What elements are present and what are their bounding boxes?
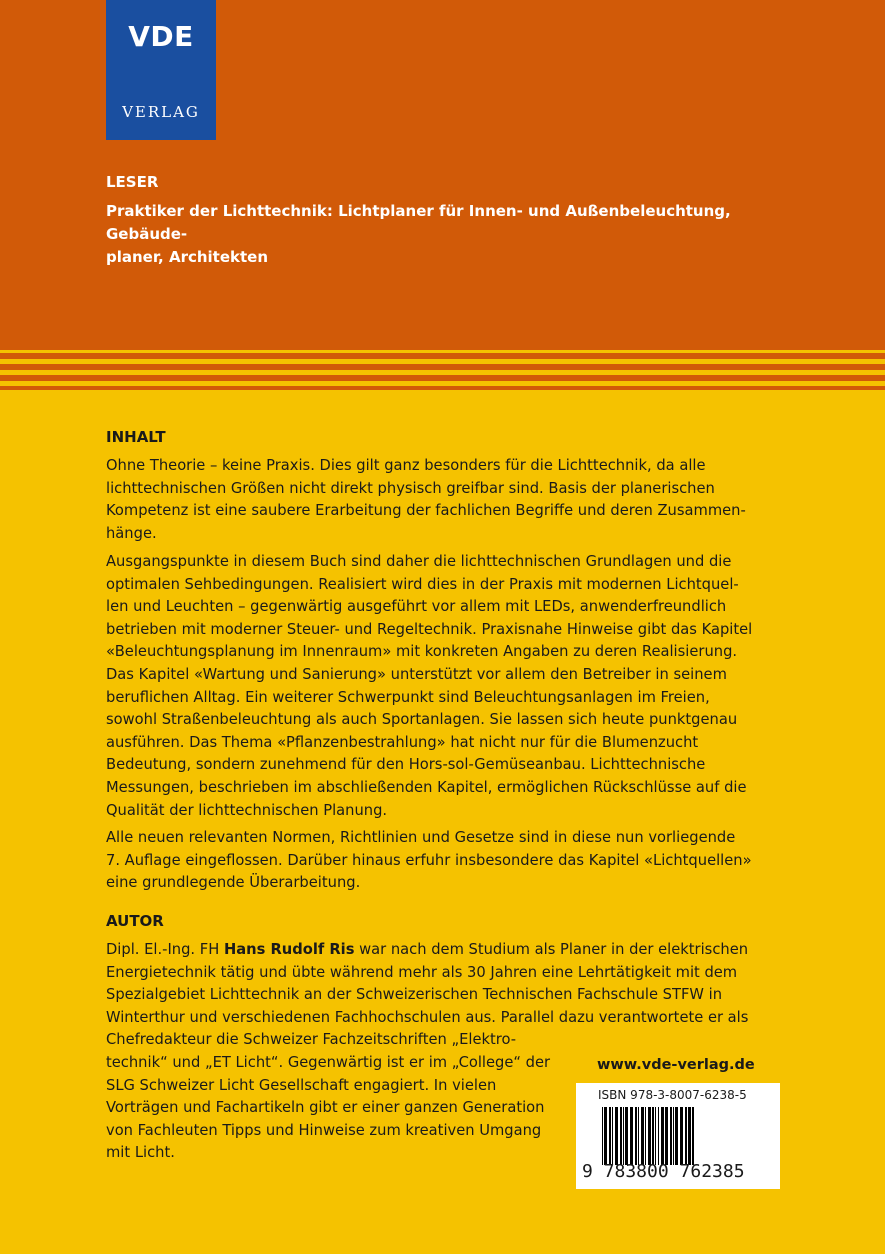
barcode-bar — [670, 1107, 672, 1165]
author-name: Hans Rudolf Ris — [223, 941, 355, 958]
text-line: beruflichen Alltag. Ein weiterer Schwerpunkt sind Beleuchtungsanlagen im Freien, — [106, 688, 710, 706]
text-line: betrieben mit moderner Steuer- und Regeltechnik. Praxisnahe Hinweise gibt das Kapitel — [106, 620, 753, 638]
barcode-bar — [675, 1107, 678, 1165]
barcode-bar — [625, 1107, 628, 1165]
autor-heading: AUTOR — [106, 912, 164, 930]
text-line: Messungen, beschrieben im abschließenden Kapitel, ermöglichen Rückschlüsse auf die — [106, 778, 747, 796]
logo-sub: VERLAG — [122, 103, 200, 121]
isbn-label: ISBN 978-3-8007-6238-5 — [598, 1088, 747, 1102]
leser-heading: LESER — [106, 173, 159, 191]
text-line: ausführen. Das Thema «Pflanzenbestrahlung» hat nicht nur für die Blumenzucht — [106, 733, 699, 751]
leser-line: planer, Architekten — [106, 248, 269, 266]
autor-prefix: Dipl. El.-Ing. FH — [106, 941, 224, 958]
barcode-bar — [658, 1107, 659, 1165]
barcode-bar — [661, 1107, 664, 1165]
website-url[interactable]: www.vde-verlag.de — [597, 1057, 755, 1073]
barcode-bar — [635, 1107, 637, 1165]
text-line: optimalen Sehbedingungen. Realisiert wird dies in der Praxis mit modernen Lichtquel- — [106, 575, 739, 593]
text-line: Das Kapitel «Wartung und Sanierung» unterstützt vor allem den Betreiber in seinem — [106, 665, 727, 683]
vde-verlag-logo — [106, 0, 216, 140]
isbn-barcode-box — [576, 1083, 780, 1189]
barcode-bar — [638, 1107, 639, 1165]
isbn-digits: 9 783800 762385 — [582, 1161, 745, 1182]
text-line: eine grundlegende Überarbeitung. — [106, 874, 361, 892]
text-line: lichttechnischen Größen nicht direkt physisch greifbar sind. Basis der planerischen — [106, 479, 715, 497]
stripe — [0, 375, 885, 381]
leser-text — [106, 200, 786, 269]
inhalt-paragraph-3 — [106, 827, 784, 895]
barcode-bar — [652, 1107, 654, 1165]
text-line: Kompetenz ist eine saubere Erarbeitung der fachlichen Begriffe und deren Zusammen- — [106, 502, 746, 520]
barcode-bar — [615, 1107, 618, 1165]
text-line: 7. Auflage eingeflossen. Darüber hinaus erfuhr insbesondere das Kapitel «Lichtquellen» — [106, 851, 752, 869]
barcode-icon — [602, 1107, 754, 1165]
inhalt-heading: INHALT — [106, 428, 166, 446]
text-line: Alle neuen relevanten Normen, Richtlinien und Gesetze sind in diese nun vorliegende — [106, 829, 736, 846]
barcode-bar — [620, 1107, 622, 1165]
autor-narrow-lines — [106, 1052, 566, 1165]
barcode-bar — [641, 1107, 644, 1165]
text-line: «Beleuchtungsplanung im Innenraum» mit konkreten Angaben zu deren Realisierung. — [106, 643, 738, 661]
text-line: Ohne Theorie – keine Praxis. Dies gilt ganz besonders für die Lichttechnik, da alle — [106, 457, 706, 474]
barcode-bar — [612, 1107, 613, 1165]
logo-brand: VDE — [128, 20, 194, 53]
barcode-bar — [673, 1107, 674, 1165]
barcode-bar — [630, 1107, 633, 1165]
barcode-bar — [688, 1107, 691, 1165]
inhalt-paragraph-2 — [106, 551, 784, 822]
text-line: Spezialgebiet Lichttechnik an der Schweizerischen Technischen Fachschule STFW in — [106, 986, 722, 1004]
autor-lines — [106, 962, 784, 1052]
barcode-bar — [609, 1107, 611, 1165]
text-line: Chefredakteur die Schweizer Fachzeitschriften „Elektro- — [106, 1031, 517, 1049]
stripe — [0, 386, 885, 390]
barcode-bar — [604, 1107, 607, 1165]
text-line: Ausgangspunkte in diesem Buch sind daher die lichttechnischen Grundlagen und die — [106, 553, 732, 570]
stripe — [0, 364, 885, 370]
autor-first-line — [106, 939, 784, 962]
text-line: Bedeutung, sondern zunehmend für den Hors-sol-Gemüseanbau. Lichttechnische — [106, 756, 706, 774]
text-line: sowohl Straßenbeleuchtung als auch Sportanlagen. Sie lassen sich heute punktgenau — [106, 711, 738, 729]
text-line: technik“ und „ET Licht“. Gegenwärtig ist er im „College“ der — [106, 1054, 551, 1071]
barcode-bar — [645, 1107, 646, 1165]
barcode-bar — [665, 1107, 668, 1165]
text-line: Vorträgen und Fachartikeln gibt er einer ganzen Generation — [106, 1099, 545, 1117]
text-line: Winterthur und verschiedenen Fachhochschulen aus. Parallel dazu verantwortete er als — [106, 1008, 749, 1026]
autor-paragraph — [106, 939, 784, 1052]
decorative-stripes — [0, 350, 885, 395]
text-line: Qualität der lichttechnischen Planung. — [106, 801, 388, 819]
barcode-bar — [602, 1107, 603, 1165]
barcode-bar — [623, 1107, 624, 1165]
barcode-bar — [655, 1107, 656, 1165]
text-line: von Fachleuten Tipps und Hinweise zum kreativen Umgang — [106, 1121, 542, 1139]
text-line: SLG Schweizer Licht Gesellschaft engagiert. In vielen — [106, 1076, 497, 1094]
inhalt-paragraph-1 — [106, 455, 784, 545]
text-line: len und Leuchten – gegenwärtig ausgeführt vor allem mit LEDs, anwenderfreundlich — [106, 598, 727, 616]
barcode-bar — [685, 1107, 687, 1165]
text-line: mit Licht. — [106, 1144, 175, 1162]
text-line: Energietechnik tätig und übte während mehr als 30 Jahren eine Lehrtätigkeit mit dem — [106, 963, 738, 981]
leser-line: Praktiker der Lichttechnik: Lichtplaner für Innen- und Außenbeleuchtung, Gebäude- — [106, 202, 731, 243]
stripe — [0, 353, 885, 359]
barcode-bar — [692, 1107, 694, 1165]
barcode-bar — [680, 1107, 683, 1165]
autor-first-rest: war nach dem Studium als Planer in der elektrischen — [354, 941, 749, 958]
text-line: hänge. — [106, 524, 157, 542]
barcode-bar — [648, 1107, 651, 1165]
